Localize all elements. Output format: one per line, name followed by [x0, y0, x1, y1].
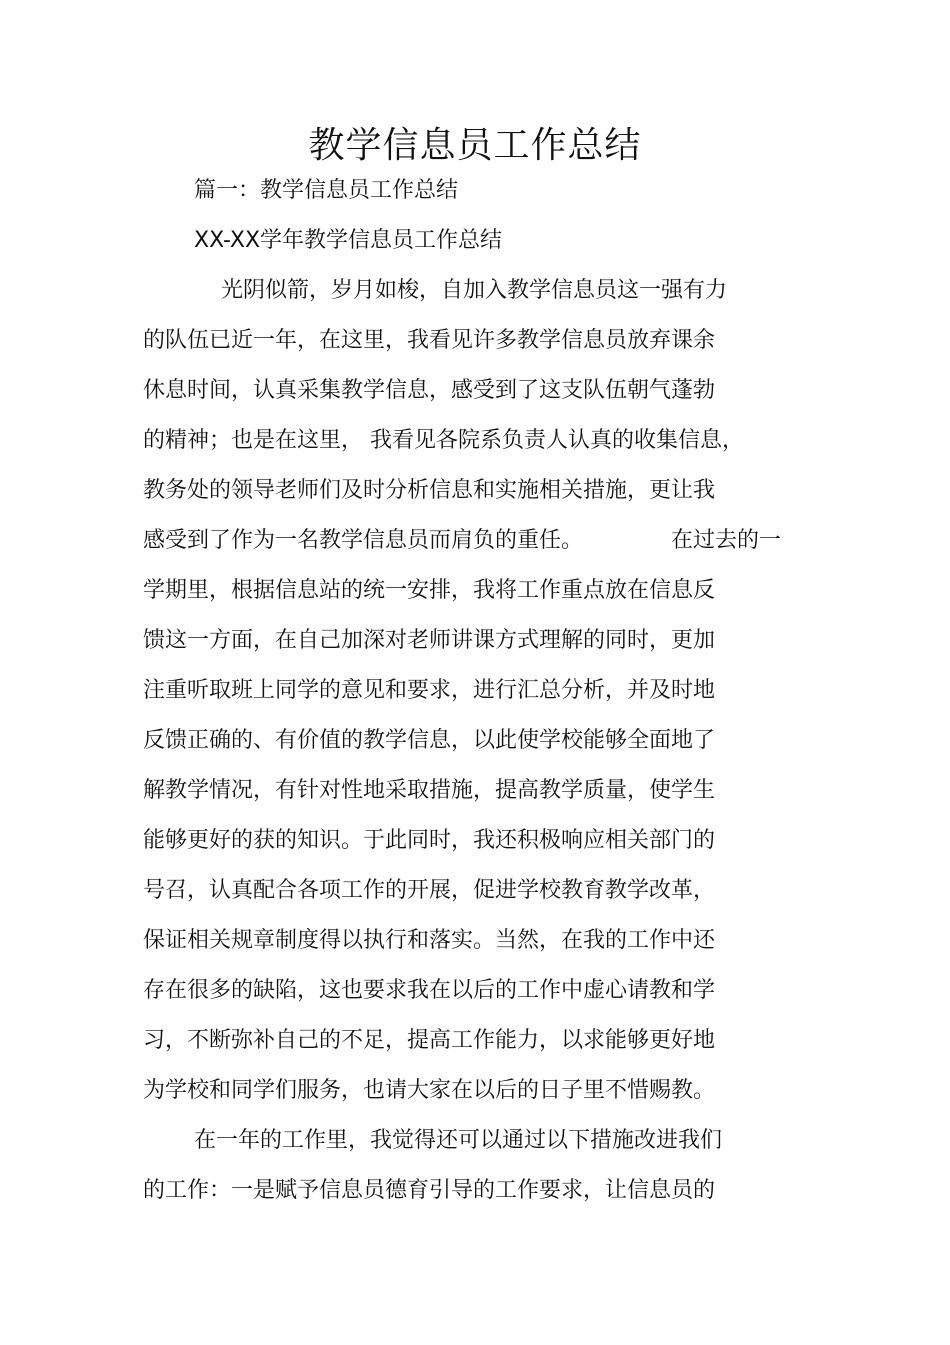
paragraph-line-tail: 在过去的一: [671, 528, 782, 553]
paragraph-line-text: 感受到了作为一名教学信息员而肩负的重任。: [143, 528, 584, 553]
paragraph-line: 的队伍已近一年，在这里，我看见许多教学信息员放弃课余: [143, 328, 716, 353]
paragraph-line: 休息时间，认真采集教学信息，感受到了这支队伍朝气蓬勃: [143, 378, 716, 403]
paragraph-line: 能够更好的获的知识。于此同时，我还积极响应相关部门的: [143, 828, 716, 853]
paragraph-line: 学期里，根据信息站的统一安排，我将工作重点放在信息反: [143, 578, 716, 603]
section-subtitle: 篇一：教学信息员工作总结: [194, 178, 459, 203]
paragraph-line: 注重听取班上同学的意见和要求，进行汇总分析，并及时地: [143, 678, 716, 703]
paragraph-line: 的精神；也是在这里， 我看见各院系负责人认真的收集信息，: [143, 428, 744, 453]
year-heading: XX-XX学年教学信息员工作总结: [194, 228, 503, 253]
paragraph-line: 教务处的领导老师们及时分析信息和实施相关措施，更让我: [143, 478, 716, 503]
paragraph-line: 保证相关规章制度得以执行和落实。当然，在我的工作中还: [143, 928, 716, 953]
paragraph-line: 的工作：一是赋予信息员德育引导的工作要求，让信息员的: [143, 1178, 716, 1203]
paragraph-line: 反馈正确的、有价值的教学信息，以此使学校能够全面地了: [143, 728, 716, 753]
paragraph-line: 为学校和同学们服务，也请大家在以后的日子里不惜赐教。: [143, 1078, 716, 1103]
paragraph-line: 馈这一方面，在自己加深对老师讲课方式理解的同时，更加: [143, 628, 716, 653]
paragraph-line: 光阴似箭，岁月如梭，自加入教学信息员这一强有力: [221, 278, 728, 303]
document-title: 教学信息员工作总结: [308, 125, 642, 166]
paragraph-line: [143, 526, 781, 556]
paragraph-line: 在一年的工作里，我觉得还可以通过以下措施改进我们: [194, 1128, 723, 1153]
paragraph-line: 习，不断弥补自己的不足，提高工作能力，以求能够更好地: [143, 1028, 716, 1053]
paragraph-line: 号召，认真配合各项工作的开展，促进学校教育教学改革，: [143, 878, 716, 903]
paragraph-line: 存在很多的缺陷，这也要求我在以后的工作中虚心请教和学: [143, 978, 716, 1003]
paragraph-line: 解教学情况，有针对性地采取措施，提高教学质量，使学生: [143, 778, 716, 803]
